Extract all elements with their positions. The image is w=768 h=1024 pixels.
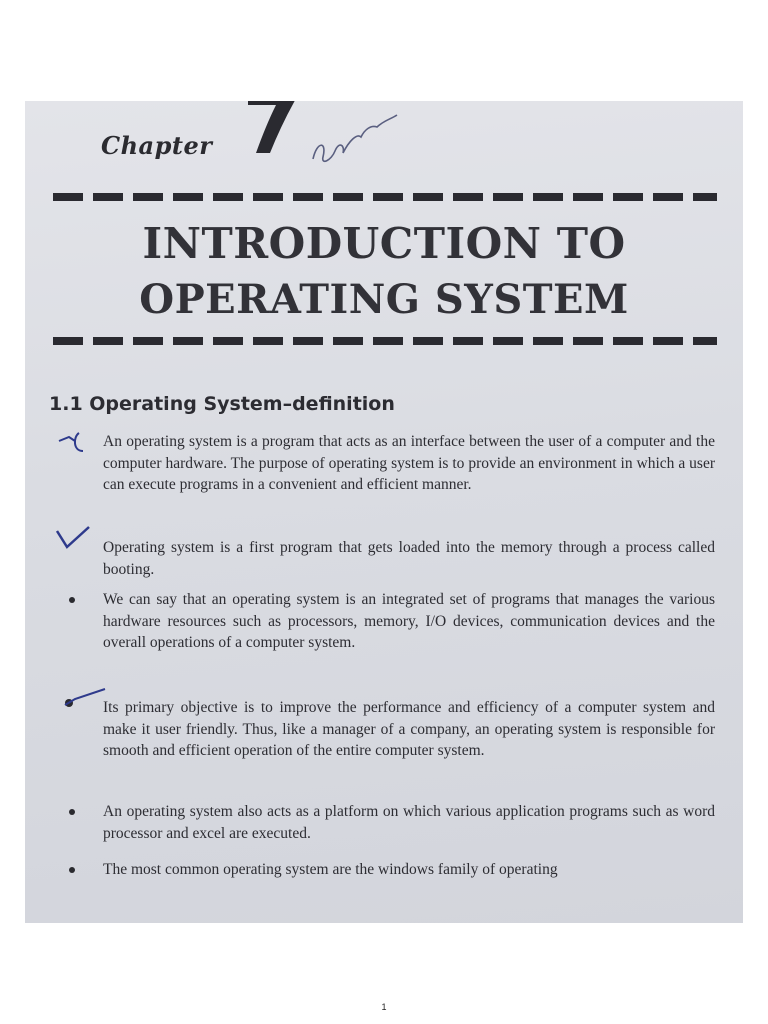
pen-checkmark (53, 523, 93, 553)
section-heading: 1.1 Operating System–definition (49, 393, 395, 415)
chapter-label: Chapter (101, 131, 213, 160)
top-dashed-rule (53, 193, 717, 201)
scanned-page-photo (25, 101, 743, 923)
paragraph-5: An operating system also acts as a platform on which various application programs such as word processor and excel are executed. (103, 803, 715, 842)
paragraph-3: We can say that an operating system is an integrated set of programs that manages the various hardware resources such as processors, memory, I/O devices, communication devices and the overall operations of a computer system. (103, 591, 715, 651)
paragraph-2: Operating system is a first program that gets loaded into the memory through a process called booting. (103, 539, 715, 578)
bottom-dashed-rule (53, 337, 717, 345)
bullet-marker (69, 809, 75, 815)
chapter-title-line-2: OPERATING SYSTEM (139, 276, 629, 323)
chapter-title-line-1: INTRODUCTION TO (142, 219, 626, 268)
handwritten-scribble (305, 111, 415, 171)
paragraph-4: Its primary objective is to improve the performance and efficiency of a computer system and make it user friendly. Thus, like a manager of a company, an operating system is responsible for smooth and efficient operation of the entire computer system. (103, 699, 715, 759)
paragraph-1: An operating system is a program that acts as an interface between the user of a computer and the computer hardware. The purpose of operating system is to provide an environment in which a user can execute programs in a convenient and efficient manner. (103, 433, 715, 493)
bullet-marker (69, 867, 75, 873)
bullet-marker (69, 597, 75, 603)
pen-checkmark (55, 427, 105, 457)
paragraph-6: The most common operating system are the windows family of operating (103, 861, 558, 878)
page-number: 1 (381, 1002, 387, 1012)
